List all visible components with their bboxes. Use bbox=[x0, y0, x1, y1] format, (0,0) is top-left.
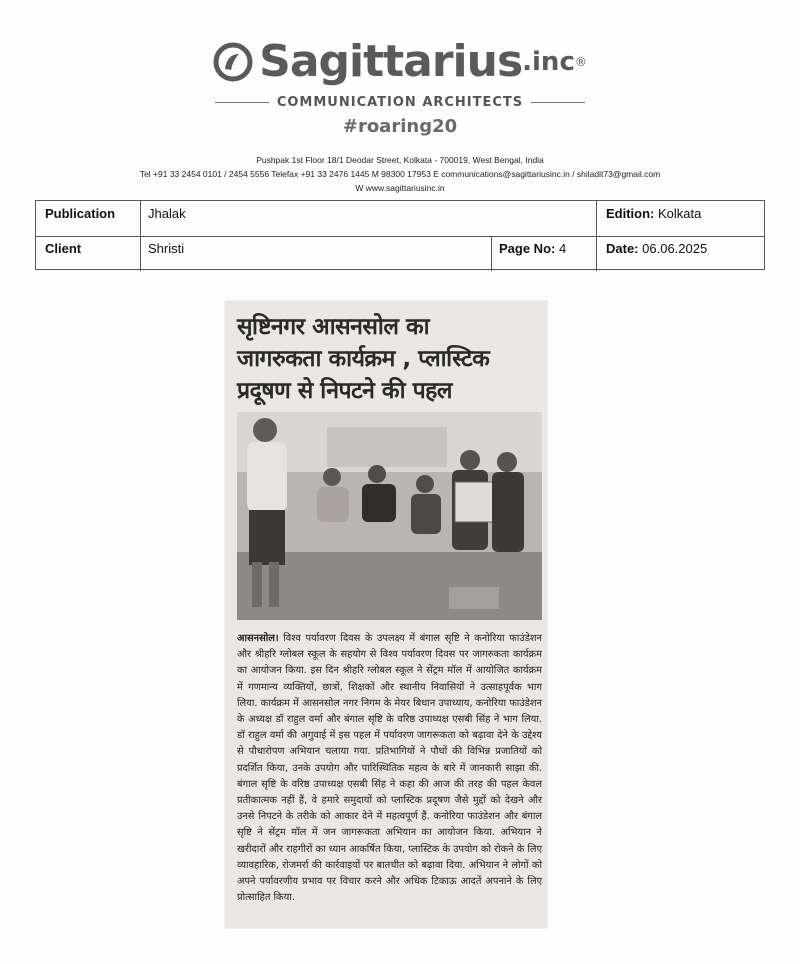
client-label: Client bbox=[45, 241, 82, 256]
table-divider bbox=[491, 236, 492, 271]
publication-label: Publication bbox=[45, 206, 116, 221]
article-body-text: विश्व पर्यावरण दिवस के उपलक्ष्य में बंगाल सृष्टि ने कनोरिया फाउंडेशन और श्रीहरि ग्लोबल स्कूल के सहयोग से विश्व पर्यावरण दिवस पर जागरुकता कार्यक्रम का आयोजन किया. इस दिन श्रीहरि ग्लोबल स्कूल ने सेंट्रम मॉल में आयोजित कार्यक्रम में गणमान्य व्यक्तियों, छात्रों, शिक्षकों और स्थानीय निवासियों ने उत्साहपूर्वक भाग लिया. कार्यक्रम में आसनसोल नगर निगम के मेयर बिधान उपाध्याय, कनोरिया फाउंडेशन के अध्यक्ष डॉ राहुल वर्मा और बंगाल सृष्टि के वरिष्ठ उपाध्यक्ष एसबी सिंह ने भाग लिया. डॉ राहुल वर्मा की अगुवाई में इस पहल में पर्यावरण जागरूकता को बढ़ावा देने के उद्देश्य से पौधारोपण अभियान चलाया गया. प्रतिभागियों ने पौधों की विभिन्न प्रजातियों को प्रदर्शित किया, उनके उपयोग और पारिस्थितिक महत्व के बारे में जानकारी साझा की. बंगाल सृष्टि के वरिष्ठ उपाध्यक्ष एसबी सिंह ने कहा की आज की तरह की पहल केवल प्रतीकात्मक नहीं हैं, वे हमारे समुदायों को प्लास्टिक प्रदूषण जैसे मुद्दों को देखने और उनसे निपटने के तरीके को आकार देने में महत्वपूर्ण हैं. कनोरिया फाउंडेशन और बंगाल सृष्टि ने सेंट्रम मॉल में जन जागरूकता अभियान का आयोजन किया. अभियान ने खरीदारों और राहगीरों का ध्यान आकर्षित किया, प्लास्टिक के उपयोग को रोकने के लिए व्यावहारिक, रोजमर्रा की कार्रवाइयों पर बातचीत को बढ़ावा दिया. अभियान ने लोगों को अपने पर्यावरणीय प्रभाव पर विचार करने और अधिक टिकाऊ आदतें अपनाने के लिए प्रोत्साहित किया. bbox=[237, 633, 542, 904]
tagline-rule-left bbox=[215, 102, 269, 103]
address-line-2: Tel +91 33 2454 0101 / 2454 5556 Telefax +91 33 2476 1445 M 98300 17953 E communications@sagittariusinc.in / shiladit73@gmail.com bbox=[139, 169, 661, 179]
address-line-1: Pushpak 1st Floor 18/1 Deodar Street, Kolkata - 700019, West Bengal, India bbox=[256, 155, 544, 165]
headline-line-3: प्रदूषण से निपटने की पहल bbox=[237, 378, 452, 404]
tagline-row bbox=[215, 95, 585, 110]
brand-name: Sagittarius bbox=[259, 36, 523, 87]
headline-line-1: सृष्टिनगर आसनसोल का bbox=[237, 314, 430, 340]
edition-label: Edition: bbox=[606, 206, 655, 221]
date-value: 06.06.2025 bbox=[642, 241, 708, 256]
address-line-3: W www.sagittariusinc.in bbox=[355, 183, 445, 193]
article-dateline: आसनसोल। bbox=[237, 633, 279, 644]
article-body bbox=[237, 631, 542, 906]
page-no-field bbox=[499, 241, 566, 256]
table-divider bbox=[36, 236, 764, 237]
page-no-value: 4 bbox=[558, 241, 567, 256]
date-label: Date: bbox=[606, 241, 639, 256]
client-value: Shristi bbox=[148, 241, 185, 256]
headline-line-2: जागरुकता कार्यक्रम , प्लास्टिक bbox=[237, 346, 490, 372]
publication-info-table bbox=[35, 200, 765, 270]
tagline: COMMUNICATION ARCHITECTS bbox=[276, 95, 524, 110]
article-photo bbox=[237, 412, 542, 620]
page-no-label: Page No: bbox=[499, 241, 556, 256]
edition-field bbox=[606, 206, 701, 221]
article-headline bbox=[237, 311, 537, 407]
brand-suffix: .inc bbox=[522, 46, 575, 77]
table-divider bbox=[596, 201, 597, 271]
sagittarius-logo-icon bbox=[213, 42, 253, 82]
newspaper-clipping bbox=[225, 301, 547, 928]
table-divider bbox=[140, 201, 141, 271]
hashtag: #roaring20 bbox=[342, 116, 458, 137]
edition-value: Kolkata bbox=[658, 206, 702, 221]
letterhead-logo bbox=[0, 36, 800, 87]
publication-value: Jhalak bbox=[148, 206, 186, 221]
tagline-rule-right bbox=[531, 102, 585, 103]
date-field bbox=[606, 241, 707, 256]
registered-mark: ® bbox=[574, 54, 587, 69]
